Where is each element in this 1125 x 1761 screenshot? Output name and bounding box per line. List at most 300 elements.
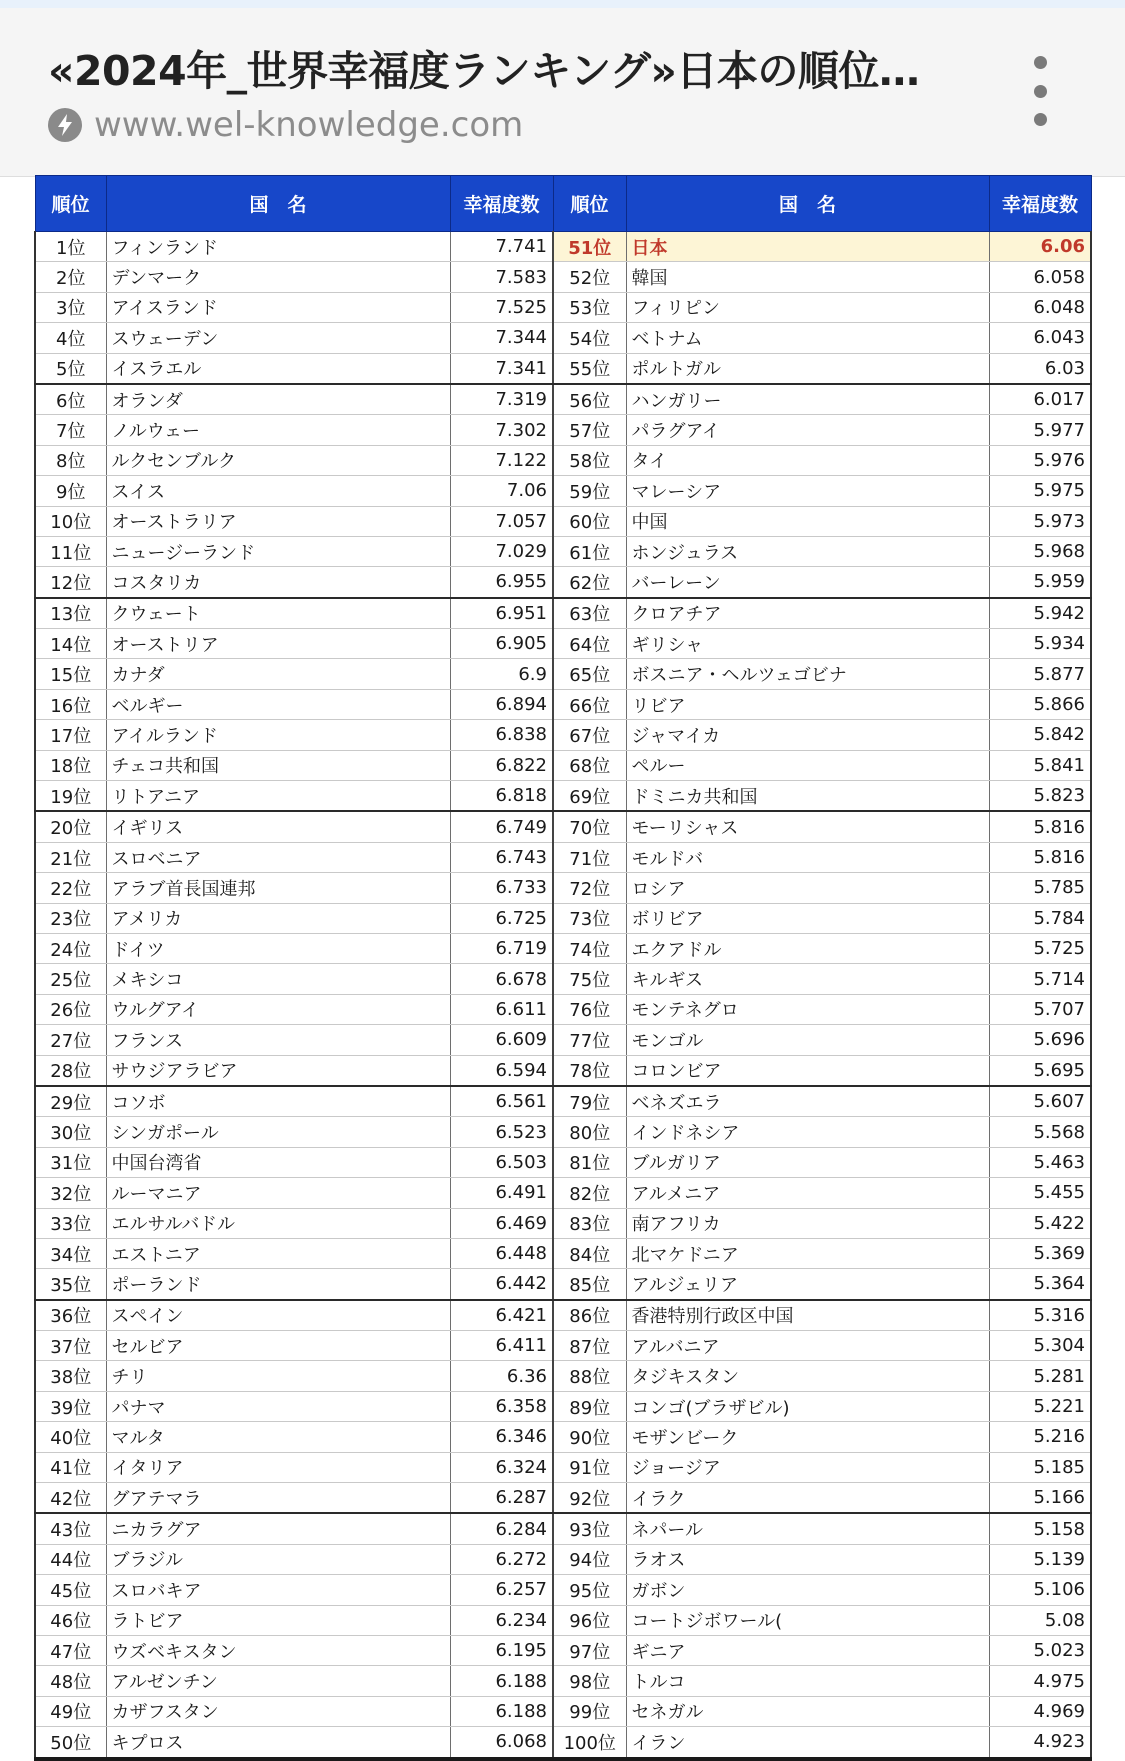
score-cell: 5.304 <box>989 1331 1091 1361</box>
country-cell: 中国台湾省 <box>106 1147 450 1177</box>
rank-cell: 10位 <box>35 506 106 536</box>
table-row <box>35 323 1091 353</box>
score-cell: 6.725 <box>450 903 553 933</box>
top-strip <box>0 0 1125 8</box>
site-url[interactable]: www.wel-knowledge.com <box>94 105 524 145</box>
score-cell: 5.106 <box>989 1575 1091 1605</box>
rank-cell: 85位 <box>553 1269 626 1300</box>
score-cell: 5.725 <box>989 933 1091 963</box>
country-cell: オーストラリア <box>106 506 450 536</box>
country-cell: アルゼンチン <box>106 1666 450 1696</box>
score-cell: 5.968 <box>989 536 1091 566</box>
rank-cell: 99位 <box>553 1696 626 1726</box>
country-cell: マレーシア <box>626 476 989 506</box>
rank-cell: 90位 <box>553 1422 626 1452</box>
highlight-rank-cell: 51位 <box>553 232 626 262</box>
score-cell: 6.838 <box>450 720 553 750</box>
rank-cell: 62位 <box>553 567 626 598</box>
table-row <box>35 1361 1091 1391</box>
country-cell: インドネシア <box>626 1117 989 1147</box>
country-cell: リビア <box>626 689 989 719</box>
rank-cell: 25位 <box>35 964 106 994</box>
score-cell: 6.749 <box>450 811 553 842</box>
country-cell: モンテネグロ <box>626 994 989 1024</box>
country-cell: ポルトガル <box>626 353 989 384</box>
table-row <box>35 1544 1091 1574</box>
country-cell: ホンジュラス <box>626 536 989 566</box>
country-cell: アラブ首長国連邦 <box>106 873 450 903</box>
rank-cell: 88位 <box>553 1361 626 1391</box>
rank-cell: 3位 <box>35 292 106 322</box>
table-row <box>35 1422 1091 1452</box>
rank-cell: 8位 <box>35 445 106 475</box>
table-row <box>35 659 1091 689</box>
rank-cell: 64位 <box>553 629 626 659</box>
rank-cell: 13位 <box>35 598 106 629</box>
score-cell: 6.503 <box>450 1147 553 1177</box>
rank-cell: 29位 <box>35 1086 106 1117</box>
table-body <box>35 232 1091 1759</box>
score-cell: 5.707 <box>989 994 1091 1024</box>
score-cell: 4.975 <box>989 1666 1091 1696</box>
rank-cell: 42位 <box>35 1483 106 1514</box>
score-cell: 6.743 <box>450 842 553 872</box>
score-cell: 5.784 <box>989 903 1091 933</box>
table-row <box>35 1178 1091 1208</box>
score-cell: 6.284 <box>450 1513 553 1544</box>
country-cell: ルーマニア <box>106 1178 450 1208</box>
table-row <box>35 720 1091 750</box>
table-row <box>35 1727 1091 1759</box>
table-row <box>35 811 1091 842</box>
rank-cell: 53位 <box>553 292 626 322</box>
table-row <box>35 689 1091 719</box>
score-cell: 6.955 <box>450 567 553 598</box>
country-cell: バーレーン <box>626 567 989 598</box>
country-cell: キルギス <box>626 964 989 994</box>
score-cell: 6.03 <box>989 353 1091 384</box>
rank-cell: 16位 <box>35 689 106 719</box>
score-cell: 4.923 <box>989 1727 1091 1759</box>
rank-cell: 69位 <box>553 781 626 812</box>
score-cell: 5.842 <box>989 720 1091 750</box>
score-cell: 7.122 <box>450 445 553 475</box>
country-cell: クウェート <box>106 598 450 629</box>
country-cell: ベネズエラ <box>626 1086 989 1117</box>
country-cell: ブルガリア <box>626 1147 989 1177</box>
score-cell: 6.017 <box>989 384 1091 415</box>
rank-cell: 82位 <box>553 1178 626 1208</box>
rank-cell: 27位 <box>35 1025 106 1055</box>
rank-cell: 46位 <box>35 1605 106 1635</box>
table-row <box>35 1300 1091 1331</box>
rank-cell: 79位 <box>553 1086 626 1117</box>
rank-cell: 4位 <box>35 323 106 353</box>
country-cell: アメリカ <box>106 903 450 933</box>
rank-cell: 49位 <box>35 1696 106 1726</box>
rank-cell: 28位 <box>35 1055 106 1086</box>
country-cell: マルタ <box>106 1422 450 1452</box>
country-cell: グアテマラ <box>106 1483 450 1514</box>
score-cell: 6.733 <box>450 873 553 903</box>
header-country: 国 名 <box>626 176 989 232</box>
rank-cell: 56位 <box>553 384 626 415</box>
country-cell: ベトナム <box>626 323 989 353</box>
rank-cell: 83位 <box>553 1208 626 1238</box>
country-cell: イギリス <box>106 811 450 842</box>
more-options-icon[interactable] <box>1024 56 1056 126</box>
rank-cell: 61位 <box>553 536 626 566</box>
country-cell: シンガポール <box>106 1117 450 1147</box>
url-row[interactable] <box>48 103 523 147</box>
rank-cell: 70位 <box>553 811 626 842</box>
score-cell: 6.561 <box>450 1086 553 1117</box>
score-cell: 7.057 <box>450 506 553 536</box>
country-cell: コスタリカ <box>106 567 450 598</box>
score-cell: 5.934 <box>989 629 1091 659</box>
rank-cell: 71位 <box>553 842 626 872</box>
score-cell: 5.158 <box>989 1513 1091 1544</box>
score-cell: 7.341 <box>450 353 553 384</box>
country-cell: ギニア <box>626 1635 989 1665</box>
header-rank: 順位 <box>35 176 106 232</box>
score-cell: 6.068 <box>450 1727 553 1759</box>
score-cell: 5.841 <box>989 750 1091 780</box>
table-row <box>35 536 1091 566</box>
country-cell: コソボ <box>106 1086 450 1117</box>
score-cell: 5.455 <box>989 1178 1091 1208</box>
country-cell: サウジアラビア <box>106 1055 450 1086</box>
score-cell: 5.568 <box>989 1117 1091 1147</box>
score-cell: 6.9 <box>450 659 553 689</box>
rank-cell: 37位 <box>35 1331 106 1361</box>
country-cell: 南アフリカ <box>626 1208 989 1238</box>
rank-cell: 67位 <box>553 720 626 750</box>
rank-cell: 12位 <box>35 567 106 598</box>
score-cell: 5.281 <box>989 1361 1091 1391</box>
country-cell: フィンランド <box>106 232 450 262</box>
table-row <box>35 476 1091 506</box>
table-row <box>35 1086 1091 1117</box>
rank-cell: 39位 <box>35 1391 106 1421</box>
country-cell: リトアニア <box>106 781 450 812</box>
score-cell: 5.463 <box>989 1147 1091 1177</box>
rank-cell: 38位 <box>35 1361 106 1391</box>
score-cell: 6.048 <box>989 292 1091 322</box>
rank-cell: 80位 <box>553 1117 626 1147</box>
score-cell: 7.302 <box>450 415 553 445</box>
rank-cell: 96位 <box>553 1605 626 1635</box>
score-cell: 7.029 <box>450 536 553 566</box>
rank-cell: 63位 <box>553 598 626 629</box>
country-cell: ラトビア <box>106 1605 450 1635</box>
rank-cell: 65位 <box>553 659 626 689</box>
country-cell: カザフスタン <box>106 1696 450 1726</box>
rank-cell: 97位 <box>553 1635 626 1665</box>
rank-cell: 92位 <box>553 1483 626 1514</box>
rank-cell: 23位 <box>35 903 106 933</box>
rank-cell: 19位 <box>35 781 106 812</box>
highlight-score-cell: 6.06 <box>989 232 1091 262</box>
country-cell: 香港特別行政区中国 <box>626 1300 989 1331</box>
country-cell: コンゴ(ブラザビル) <box>626 1391 989 1421</box>
country-cell: イタリア <box>106 1452 450 1482</box>
rank-cell: 1位 <box>35 232 106 262</box>
country-cell: チリ <box>106 1361 450 1391</box>
rank-cell: 45位 <box>35 1575 106 1605</box>
country-cell: モンゴル <box>626 1025 989 1055</box>
score-cell: 5.942 <box>989 598 1091 629</box>
table-row <box>35 873 1091 903</box>
score-cell: 6.188 <box>450 1666 553 1696</box>
rank-cell: 74位 <box>553 933 626 963</box>
table-row <box>35 994 1091 1024</box>
country-cell: スウェーデン <box>106 323 450 353</box>
table-row <box>35 292 1091 322</box>
score-cell: 6.257 <box>450 1575 553 1605</box>
country-cell: ガボン <box>626 1575 989 1605</box>
rank-cell: 72位 <box>553 873 626 903</box>
score-cell: 5.785 <box>989 873 1091 903</box>
score-cell: 6.611 <box>450 994 553 1024</box>
score-cell: 6.346 <box>450 1422 553 1452</box>
rank-cell: 98位 <box>553 1666 626 1696</box>
rank-cell: 86位 <box>553 1300 626 1331</box>
score-cell: 6.951 <box>450 598 553 629</box>
country-cell: ポーランド <box>106 1269 450 1300</box>
rank-cell: 20位 <box>35 811 106 842</box>
score-cell: 6.491 <box>450 1178 553 1208</box>
country-cell: 韓国 <box>626 262 989 292</box>
table-row <box>35 842 1091 872</box>
rank-cell: 26位 <box>35 994 106 1024</box>
table-row <box>35 353 1091 384</box>
score-cell: 6.058 <box>989 262 1091 292</box>
country-cell: コロンビア <box>626 1055 989 1086</box>
rank-cell: 57位 <box>553 415 626 445</box>
country-cell: トルコ <box>626 1666 989 1696</box>
rank-cell: 54位 <box>553 323 626 353</box>
score-cell: 5.216 <box>989 1422 1091 1452</box>
country-cell: ハンガリー <box>626 384 989 415</box>
score-cell: 7.344 <box>450 323 553 353</box>
table-row <box>35 1696 1091 1726</box>
score-cell: 6.822 <box>450 750 553 780</box>
country-cell: ネパール <box>626 1513 989 1544</box>
country-cell: パナマ <box>106 1391 450 1421</box>
table-row <box>35 506 1091 536</box>
table-row <box>35 1331 1091 1361</box>
score-cell: 6.678 <box>450 964 553 994</box>
rank-cell: 68位 <box>553 750 626 780</box>
score-cell: 6.448 <box>450 1238 553 1268</box>
country-cell: アルバニア <box>626 1331 989 1361</box>
score-cell: 6.894 <box>450 689 553 719</box>
table-row <box>35 1025 1091 1055</box>
table-row <box>35 1391 1091 1421</box>
score-cell: 6.905 <box>450 629 553 659</box>
country-cell: ボリビア <box>626 903 989 933</box>
country-cell: スロバキア <box>106 1575 450 1605</box>
rank-cell: 21位 <box>35 842 106 872</box>
score-cell: 7.741 <box>450 232 553 262</box>
country-cell: イラク <box>626 1483 989 1514</box>
table-row <box>35 384 1091 415</box>
score-cell: 5.973 <box>989 506 1091 536</box>
country-cell: ドイツ <box>106 933 450 963</box>
score-cell: 6.411 <box>450 1331 553 1361</box>
country-cell: ノルウェー <box>106 415 450 445</box>
score-cell: 6.442 <box>450 1269 553 1300</box>
score-cell: 5.08 <box>989 1605 1091 1635</box>
score-cell: 5.422 <box>989 1208 1091 1238</box>
table-row <box>35 232 1091 262</box>
score-cell: 5.185 <box>989 1452 1091 1482</box>
score-cell: 6.609 <box>450 1025 553 1055</box>
rank-cell: 40位 <box>35 1422 106 1452</box>
score-cell: 5.823 <box>989 781 1091 812</box>
score-cell: 7.583 <box>450 262 553 292</box>
score-cell: 5.977 <box>989 415 1091 445</box>
country-cell: イラン <box>626 1727 989 1759</box>
table-row <box>35 781 1091 812</box>
country-cell: 北マケドニア <box>626 1238 989 1268</box>
header-score: 幸福度数 <box>989 176 1091 232</box>
country-cell: エクアドル <box>626 933 989 963</box>
score-cell: 5.959 <box>989 567 1091 598</box>
table-row <box>35 1269 1091 1300</box>
rank-cell: 50位 <box>35 1727 106 1759</box>
rank-cell: 44位 <box>35 1544 106 1574</box>
rank-cell: 11位 <box>35 536 106 566</box>
rank-cell: 47位 <box>35 1635 106 1665</box>
table-row <box>35 1575 1091 1605</box>
table-row <box>35 629 1091 659</box>
score-cell: 5.023 <box>989 1635 1091 1665</box>
country-cell: スペイン <box>106 1300 450 1331</box>
country-cell: オランダ <box>106 384 450 415</box>
rank-cell: 35位 <box>35 1269 106 1300</box>
country-cell: モーリシャス <box>626 811 989 842</box>
country-cell: ペルー <box>626 750 989 780</box>
score-cell: 6.469 <box>450 1208 553 1238</box>
country-cell: ニカラグア <box>106 1513 450 1544</box>
rank-cell: 36位 <box>35 1300 106 1331</box>
rank-cell: 41位 <box>35 1452 106 1482</box>
score-cell: 6.594 <box>450 1055 553 1086</box>
table-row <box>35 903 1091 933</box>
rank-cell: 32位 <box>35 1178 106 1208</box>
score-cell: 6.36 <box>450 1361 553 1391</box>
rank-cell: 48位 <box>35 1666 106 1696</box>
table-row <box>35 262 1091 292</box>
country-cell: コートジボワール( <box>626 1605 989 1635</box>
score-cell: 6.234 <box>450 1605 553 1635</box>
country-cell: メキシコ <box>106 964 450 994</box>
country-cell: カナダ <box>106 659 450 689</box>
page-title[interactable]: «2024年_世界幸福度ランキング»日本の順位… <box>48 47 920 95</box>
table-row <box>35 750 1091 780</box>
country-cell: 中国 <box>626 506 989 536</box>
score-cell: 5.369 <box>989 1238 1091 1268</box>
country-cell: デンマーク <box>106 262 450 292</box>
table-row <box>35 567 1091 598</box>
score-cell: 5.816 <box>989 811 1091 842</box>
score-cell: 5.364 <box>989 1269 1091 1300</box>
score-cell: 5.714 <box>989 964 1091 994</box>
score-cell: 6.195 <box>450 1635 553 1665</box>
country-cell: ロシア <box>626 873 989 903</box>
country-cell: チェコ共和国 <box>106 750 450 780</box>
country-cell: アルメニア <box>626 1178 989 1208</box>
table-header-row <box>35 176 1091 232</box>
score-cell: 6.272 <box>450 1544 553 1574</box>
country-cell: スロベニア <box>106 842 450 872</box>
country-cell: ジョージア <box>626 1452 989 1482</box>
table-row <box>35 1483 1091 1514</box>
country-cell: ルクセンブルク <box>106 445 450 475</box>
rank-cell: 66位 <box>553 689 626 719</box>
rank-cell: 5位 <box>35 353 106 384</box>
table-row <box>35 1666 1091 1696</box>
score-cell: 6.421 <box>450 1300 553 1331</box>
rank-cell: 43位 <box>35 1513 106 1544</box>
rank-cell: 2位 <box>35 262 106 292</box>
country-cell: ラオス <box>626 1544 989 1574</box>
rank-cell: 6位 <box>35 384 106 415</box>
table-row <box>35 415 1091 445</box>
page-header <box>0 8 1125 177</box>
score-cell: 5.607 <box>989 1086 1091 1117</box>
rank-cell: 22位 <box>35 873 106 903</box>
country-cell: キプロス <box>106 1727 450 1759</box>
country-cell: フランス <box>106 1025 450 1055</box>
country-cell: セネガル <box>626 1696 989 1726</box>
table-row <box>35 598 1091 629</box>
rank-cell: 33位 <box>35 1208 106 1238</box>
rank-cell: 18位 <box>35 750 106 780</box>
country-cell: ニュージーランド <box>106 536 450 566</box>
happiness-ranking-table <box>34 175 1092 1761</box>
rank-cell: 87位 <box>553 1331 626 1361</box>
table-row <box>35 1055 1091 1086</box>
score-cell: 6.523 <box>450 1117 553 1147</box>
rank-cell: 89位 <box>553 1391 626 1421</box>
country-cell: アルジェリア <box>626 1269 989 1300</box>
rank-cell: 93位 <box>553 1513 626 1544</box>
country-cell: エストニア <box>106 1238 450 1268</box>
table-row <box>35 1147 1091 1177</box>
rank-cell: 30位 <box>35 1117 106 1147</box>
country-cell: スイス <box>106 476 450 506</box>
rank-cell: 81位 <box>553 1147 626 1177</box>
rank-cell: 84位 <box>553 1238 626 1268</box>
header-country: 国 名 <box>106 176 450 232</box>
country-cell: ウズベキスタン <box>106 1635 450 1665</box>
score-cell: 5.221 <box>989 1391 1091 1421</box>
table-row <box>35 1452 1091 1482</box>
score-cell: 4.969 <box>989 1696 1091 1726</box>
country-cell: アイスランド <box>106 292 450 322</box>
rank-cell: 75位 <box>553 964 626 994</box>
country-cell: エルサルバドル <box>106 1208 450 1238</box>
table-row <box>35 1635 1091 1665</box>
country-cell: アイルランド <box>106 720 450 750</box>
table-row <box>35 1513 1091 1544</box>
country-cell: ドミニカ共和国 <box>626 781 989 812</box>
table-row <box>35 1117 1091 1147</box>
score-cell: 6.188 <box>450 1696 553 1726</box>
